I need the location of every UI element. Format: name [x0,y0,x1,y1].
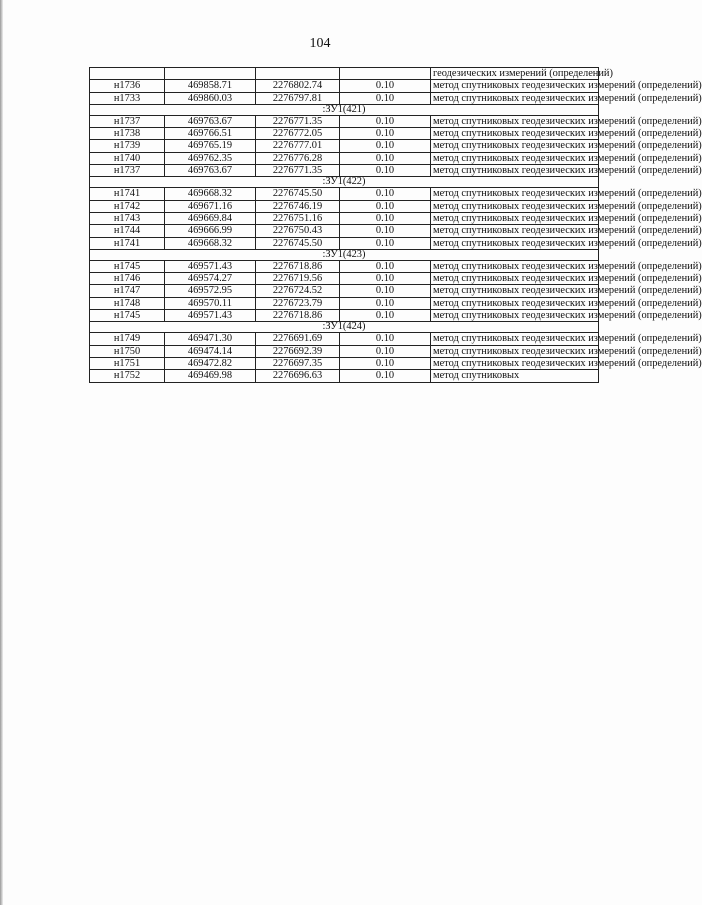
method-cell: метод спутниковых [431,370,599,382]
accuracy-cell: 0.10 [340,333,431,345]
y-coordinate-cell: 2276797.81 [256,92,340,104]
method-cell: метод спутниковых геодезических измерений (определений) [431,237,599,249]
point-id-cell: н1736 [90,80,165,92]
y-coordinate-cell: 2276771.35 [256,115,340,127]
method-cell: метод спутниковых геодезических измерений (определений) [431,140,599,152]
accuracy-cell: 0.10 [340,92,431,104]
parcel-label: :ЗУ1(423) [90,249,599,260]
x-coordinate-cell: 469570.11 [165,297,256,309]
x-coordinate-cell: 469571.43 [165,260,256,272]
y-coordinate-cell: 2276771.35 [256,165,340,177]
y-coordinate-cell: 2276776.28 [256,152,340,164]
point-id-cell: н1743 [90,212,165,224]
accuracy-cell: 0.10 [340,140,431,152]
method-cell: метод спутниковых геодезических измерений (определений) [431,333,599,345]
accuracy-cell: 0.10 [340,128,431,140]
accuracy-cell: 0.10 [340,225,431,237]
table-row [90,260,599,272]
y-coordinate-cell: 2276772.05 [256,128,340,140]
parcel-label: :ЗУ1(424) [90,322,599,333]
point-id-cell: н1752 [90,370,165,382]
point-id-cell: н1745 [90,260,165,272]
x-coordinate-cell: 469471.30 [165,333,256,345]
y-coordinate-cell: 2276723.79 [256,297,340,309]
accuracy-cell: 0.10 [340,80,431,92]
x-coordinate-cell: 469666.99 [165,225,256,237]
point-id-cell: н1739 [90,140,165,152]
y-coordinate-cell: 2276802.74 [256,80,340,92]
x-coordinate-cell: 469472.82 [165,357,256,369]
x-coordinate-cell: 469763.67 [165,115,256,127]
empty-cell [90,68,165,80]
method-cell: метод спутниковых геодезических измерений (определений) [431,115,599,127]
parcel-label: :ЗУ1(422) [90,177,599,188]
method-cell: метод спутниковых геодезических измерений (определений) [431,188,599,200]
accuracy-cell: 0.10 [340,370,431,382]
table-row [90,310,599,322]
scan-edge [0,0,3,905]
table-row [90,200,599,212]
x-coordinate-cell: 469763.67 [165,165,256,177]
parcel-section-row [90,249,599,260]
method-cell: метод спутниковых геодезических измерений (определений) [431,200,599,212]
x-coordinate-cell: 469668.32 [165,188,256,200]
table-row [90,273,599,285]
x-coordinate-cell: 469574.27 [165,273,256,285]
table-row [90,165,599,177]
accuracy-cell: 0.10 [340,345,431,357]
accuracy-cell: 0.10 [340,357,431,369]
accuracy-cell: 0.10 [340,310,431,322]
point-id-cell: н1738 [90,128,165,140]
y-coordinate-cell: 2276718.86 [256,310,340,322]
table-row [90,345,599,357]
x-coordinate-cell: 469762.35 [165,152,256,164]
coordinates-table-body [90,68,702,383]
table-row [90,152,599,164]
point-id-cell: н1747 [90,285,165,297]
table-row [90,212,599,224]
accuracy-cell: 0.10 [340,237,431,249]
point-id-cell: н1751 [90,357,165,369]
x-coordinate-cell: 469474.14 [165,345,256,357]
accuracy-cell: 0.10 [340,188,431,200]
y-coordinate-cell: 2276746.19 [256,200,340,212]
point-id-cell: н1742 [90,200,165,212]
point-id-cell: н1733 [90,92,165,104]
table-row [90,333,599,345]
y-coordinate-cell: 2276697.35 [256,357,340,369]
y-coordinate-cell: 2276718.86 [256,260,340,272]
point-id-cell: н1748 [90,297,165,309]
method-cell: геодезических измерений (определений) [431,68,599,80]
y-coordinate-cell: 2276724.52 [256,285,340,297]
y-coordinate-cell: 2276751.16 [256,212,340,224]
x-coordinate-cell: 469469.98 [165,370,256,382]
x-coordinate-cell: 469669.84 [165,212,256,224]
method-cell: метод спутниковых геодезических измерений (определений) [431,128,599,140]
accuracy-cell: 0.10 [340,115,431,127]
empty-cell [340,68,431,80]
table-row [90,115,599,127]
point-id-cell: н1737 [90,165,165,177]
table-row [90,92,599,104]
accuracy-cell: 0.10 [340,273,431,285]
x-coordinate-cell: 469860.03 [165,92,256,104]
y-coordinate-cell: 2276745.50 [256,237,340,249]
accuracy-cell: 0.10 [340,200,431,212]
x-coordinate-cell: 469766.51 [165,128,256,140]
method-cell: метод спутниковых геодезических измерений (определений) [431,273,599,285]
accuracy-cell: 0.10 [340,165,431,177]
point-id-cell: н1749 [90,333,165,345]
y-coordinate-cell: 2276777.01 [256,140,340,152]
table-row [90,237,599,249]
method-cell: метод спутниковых геодезических измерений (определений) [431,297,599,309]
point-id-cell: н1741 [90,188,165,200]
y-coordinate-cell: 2276745.50 [256,188,340,200]
method-cell: метод спутниковых геодезических измерений (определений) [431,345,599,357]
coordinates-table [89,67,702,383]
table-row [90,188,599,200]
point-id-cell: н1740 [90,152,165,164]
accuracy-cell: 0.10 [340,285,431,297]
method-cell: метод спутниковых геодезических измерений (определений) [431,260,599,272]
empty-cell [165,68,256,80]
accuracy-cell: 0.10 [340,152,431,164]
parcel-section-row [90,177,599,188]
y-coordinate-cell: 2276691.69 [256,333,340,345]
point-id-cell: н1746 [90,273,165,285]
accuracy-cell: 0.10 [340,260,431,272]
x-coordinate-cell: 469571.43 [165,310,256,322]
parcel-section-row [90,104,599,115]
table-row [90,225,599,237]
y-coordinate-cell: 2276696.63 [256,370,340,382]
y-coordinate-cell: 2276719.56 [256,273,340,285]
point-id-cell: н1750 [90,345,165,357]
point-id-cell: н1745 [90,310,165,322]
y-coordinate-cell: 2276692.39 [256,345,340,357]
x-coordinate-cell: 469668.32 [165,237,256,249]
page-number: 104 [309,36,331,51]
x-coordinate-cell: 469765.19 [165,140,256,152]
table-row [90,370,599,382]
table-row [90,285,599,297]
method-cell: метод спутниковых геодезических измерений (определений) [431,152,599,164]
method-cell: метод спутниковых геодезических измерений (определений) [431,285,599,297]
x-coordinate-cell: 469572.95 [165,285,256,297]
continuation-row [90,68,599,80]
method-cell: метод спутниковых геодезических измерений (определений) [431,165,599,177]
method-cell: метод спутниковых геодезических измерений (определений) [431,357,599,369]
x-coordinate-cell: 469671.16 [165,200,256,212]
table-row [90,357,599,369]
table-row [90,140,599,152]
table-row [90,297,599,309]
point-id-cell: н1741 [90,237,165,249]
accuracy-cell: 0.10 [340,212,431,224]
method-cell: метод спутниковых геодезических измерений (определений) [431,80,599,92]
point-id-cell: н1744 [90,225,165,237]
method-cell: метод спутниковых геодезических измерений (определений) [431,225,599,237]
y-coordinate-cell: 2276750.43 [256,225,340,237]
table-row [90,80,599,92]
x-coordinate-cell: 469858.71 [165,80,256,92]
table-row [90,128,599,140]
parcel-label: :ЗУ1(421) [90,104,599,115]
accuracy-cell: 0.10 [340,297,431,309]
empty-cell [256,68,340,80]
point-id-cell: н1737 [90,115,165,127]
method-cell: метод спутниковых геодезических измерений (определений) [431,92,599,104]
method-cell: метод спутниковых геодезических измерений (определений) [431,310,599,322]
method-cell: метод спутниковых геодезических измерений (определений) [431,212,599,224]
parcel-section-row [90,322,599,333]
